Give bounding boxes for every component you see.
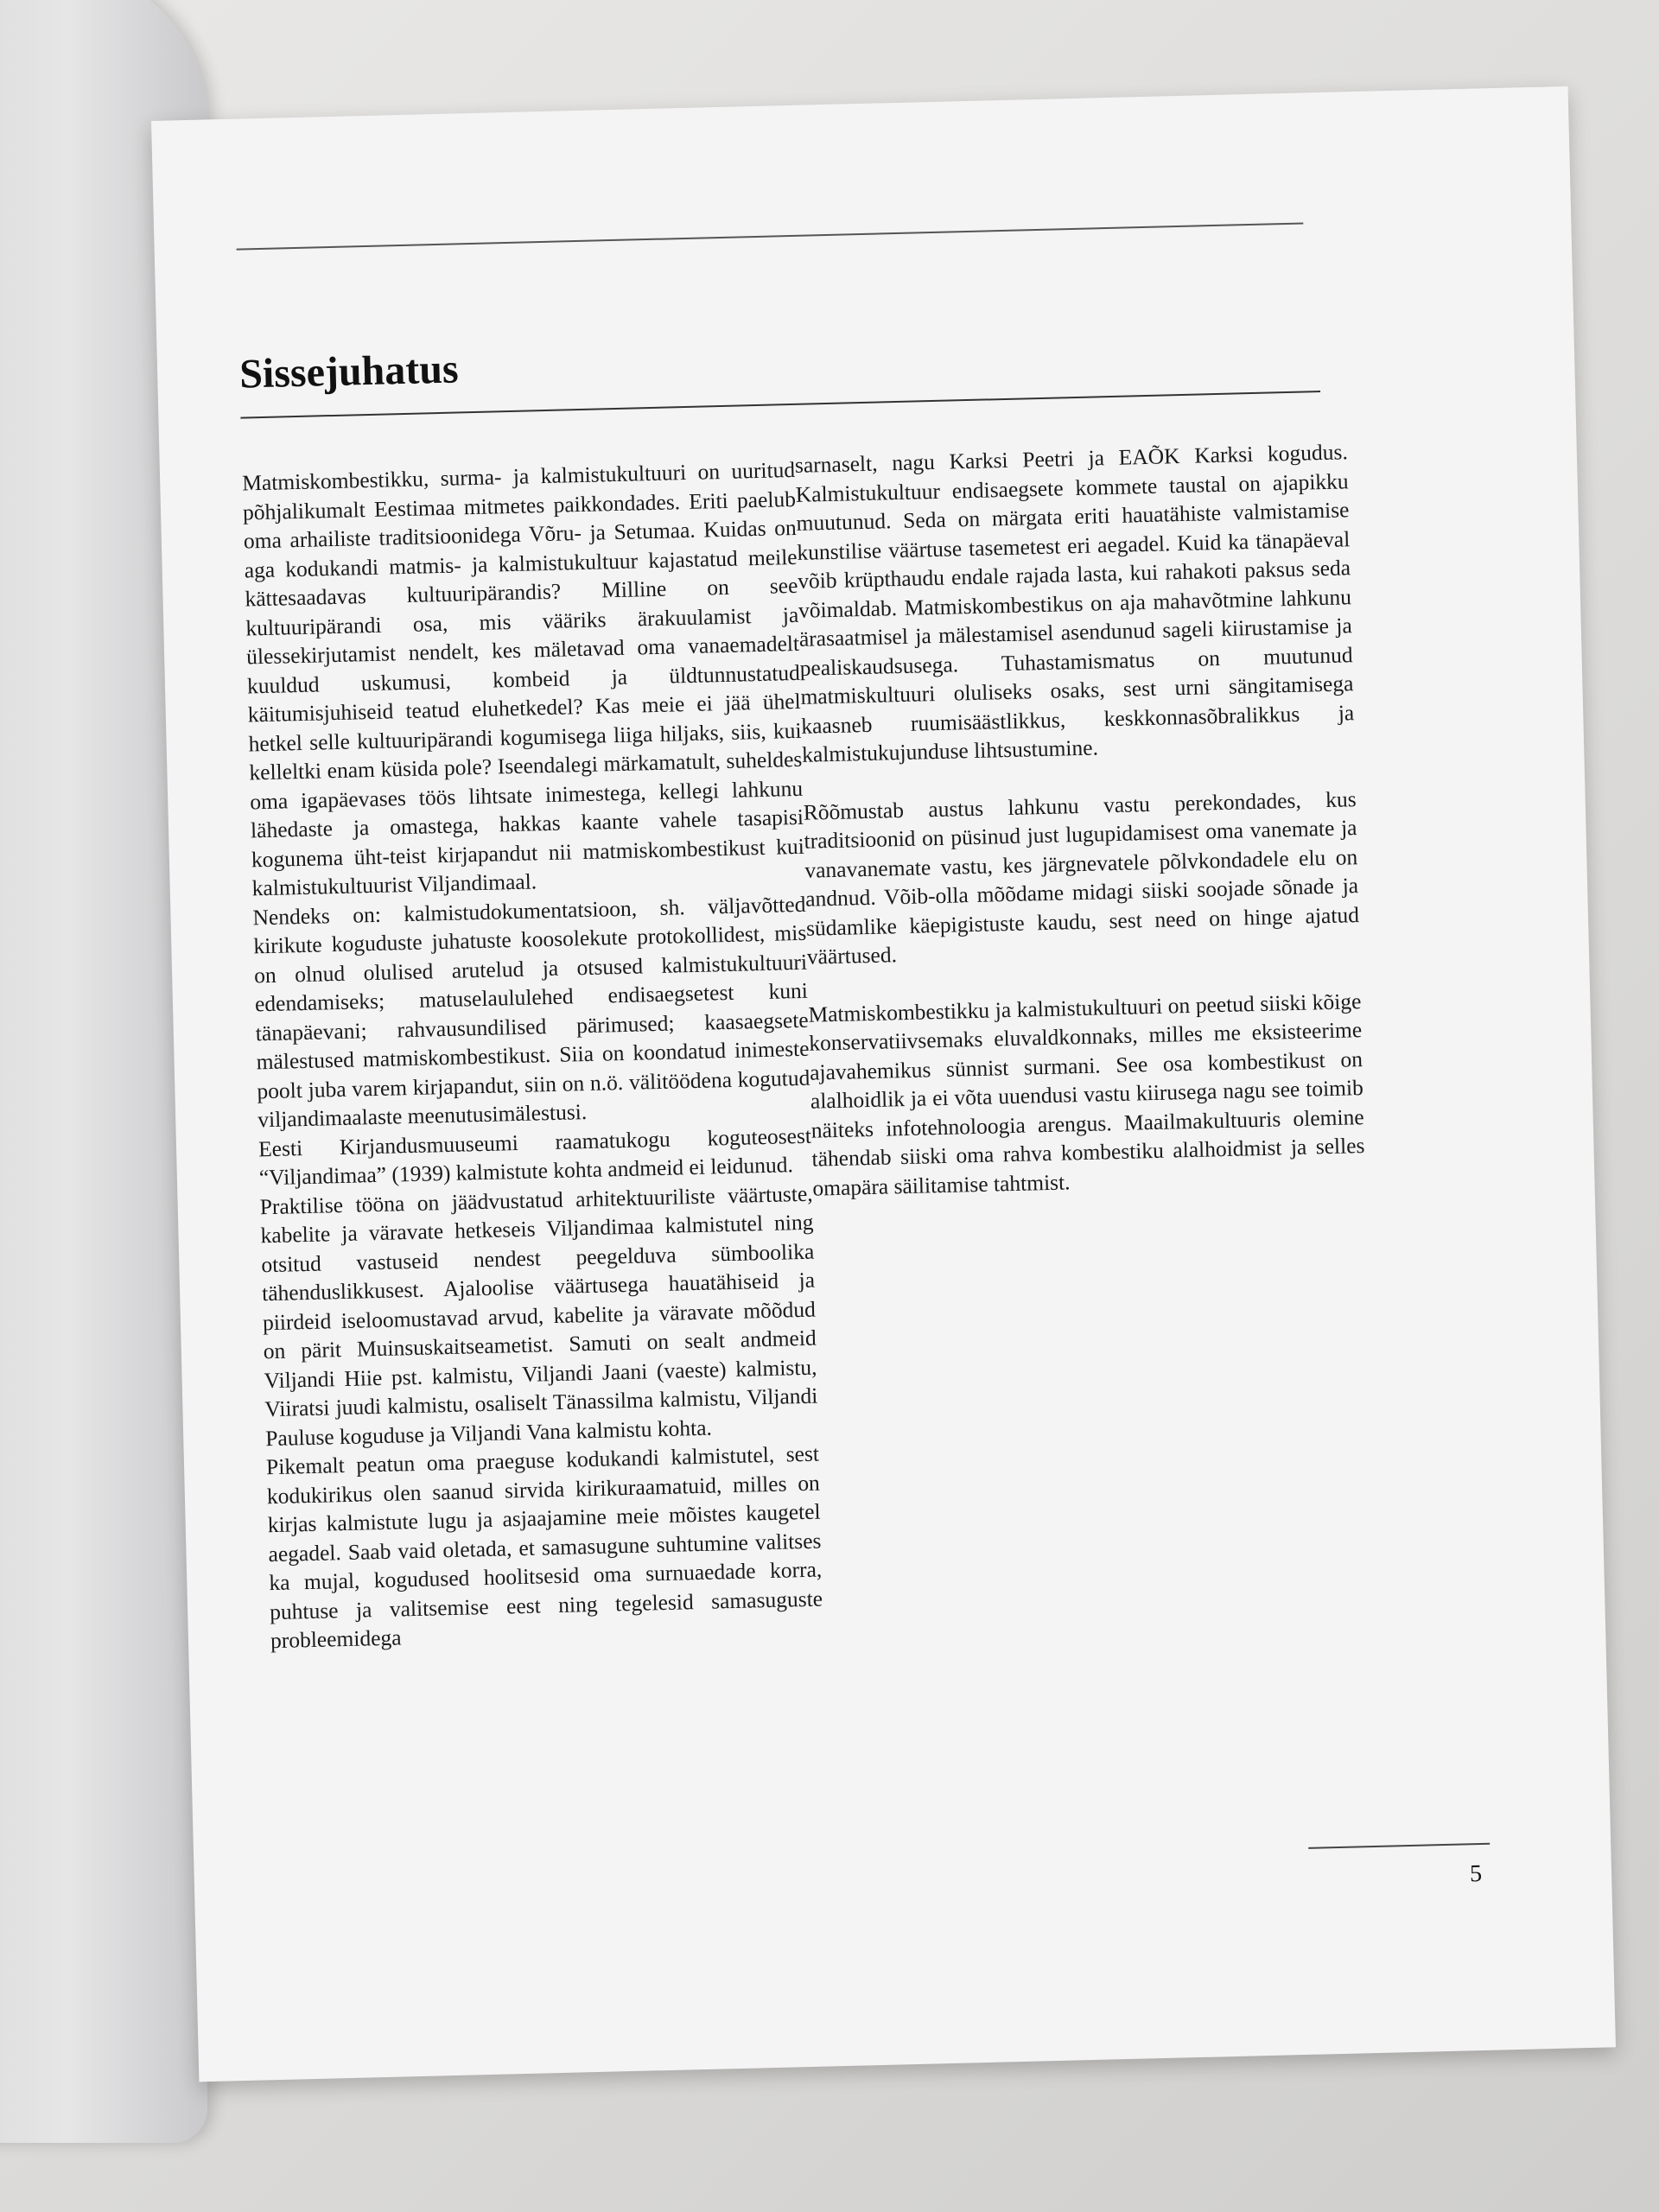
paragraph: Pikemalt peatun oma praeguse kodukandi kalmistutel, sest kodukirikus olen saanud sirvida kirikuraamatuid, milles on kirjas kalmistute lugu ja asjaajamine meie mõistes kaugetel aegadel. Saab vaid oletada, et samasugune suhtumine valitses ka mujal, kogudused hoolitsesid oma surnuaedade korra, puhtuse ja valitsemise eest ning tegelesid samasuguste probleemidega [265,1440,823,1654]
paragraph: Matmiskombestikku, surma- ja kalmistukultuuri on uuritud põhjalikumalt Eestimaa mitmetes paikkondades. Eriti paelub oma arhailiste traditsioonidega Võru- ja Setumaa. Kuidas on aga kodukandi matmis- ja kalmistukultuur kajastatud meile kättesaadavas kultuuripärandis? Milline on see kultuuripärandi osa, mis vääriks ärakuulamist ja ülessekirjutamist nendelt, kes mäletavad oma vanaemadelt kuuldud uskumusi, kombeid ja üldtunnustatud käitumisjuhiseid teatud eluhetkedel? Kas meie ei jää ühel hetkel selle kultuuripärandi kogumisega liiga hiljaks, siis, kui kelleltki enam küsida pole? Iseendalegi märkamatult, suheldes oma igapäevases töös lihtsate inimestega, kellegi lahkunu lähedaste ja omastega, hakkas kaante vahele tasapisi kogunema üht-teist kirjapandut nii matmiskombestikust kui kalmistukultuurist Viljandimaal. [241,456,805,901]
page-title: Sissejuhatus [238,346,460,397]
title-underline [240,391,1320,419]
paragraph: Praktilise tööna on jäädvustatud arhitektuuriliste väärtuste, kabelite ja väravate hetkeseis Viljandimaa kalmistutel ning otsitud vastuseid nendest peegelduva sümboolika tähenduslikkusest. Ajaloolise väärtusega hauatähiseid ja piirdeid iseloomustavad arvud, kabelite ja väravate mõõdud on pärit Muinsuskaitseametist. Samuti on sealt andmeid Viljandi Hiie pst. kalmistu, Viljandi Jaani (vaeste) kalmistu, Viiratsi juudi kalmistu, osaliselt Tänassilma kalmistu, Viljandi Pauluse koguduse ja Viljandi Vana kalmistu kohta. [259,1180,818,1451]
paragraph: Matmiskombestikku ja kalmistukultuuri on peetud siiski kõige konservatiivsemaks eluvaldkonnaks, milles me eksisteerime ajavahemikus sünnist surmani. See osa kombestikust on alalhoidlik ja ei võta uuendusi vastu kiirusega nagu see toimib näiteks infotehnoloogia arengus. Maailmakultuuris olemine tähendab siiski oma rahva kombestiku alalhoidmist ja selles omapära säilitamise tahtmist. [808,988,1365,1201]
footer-rule [1308,1843,1490,1849]
paragraph: Rõõmustab austus lahkunu vastu perekondades, kus traditsioonid on püsinud just lugupidamisest oma vanemate ja vanavanemate vastu, kes järgnevatele põlvkondadele elu on andnud. Võib-olla mõõdame midagi siiski soojade sõnade ja südamlike käepigistuste kaudu, sest need on hinge ajatud väärtused. [803,785,1360,969]
book-page [151,86,1616,2082]
paragraph: sarnaselt, nagu Karksi Peetri ja EAÕK Karksi kogudus. Kalmistukultuur endisaegsete kommete taustal on ajapikku muutunud. Seda on märgata eriti hauatähiste valmistamise kunstilise väärtuse tasemetest eri aegadel. Kuid ka tänapäeval võib krüpthaudu endale rajada lasta, kui rahakoti paksus seda võimaldab. Matmiskombestikus on aja mahavõtmine lahkunu ärasaatmisel ja mälestamisel asendunud sageli kiirustamise ja pealiskaudsusega. Tuhastamismatus on muutunud matmiskultuuri oluliseks osaks, sest urni sängitamisega kaasneb ruumisäästlikkus, keskkonnasõbralikkus ja kalmistukujunduse lihtsustumine. [794,439,1355,767]
header-rule [237,222,1304,250]
paragraph: Eesti Kirjandusmuuseumi raamatukogu koguteosest “Viljandimaa” (1939) kalmistute kohta andmeid ei leidunud. [257,1122,812,1191]
text-column-left [242,455,823,1656]
page-number: 5 [1469,1859,1483,1888]
paragraph: Nendeks on: kalmistudokumentatsioon, sh. väljavõtted kirikute koguduste juhatuste koosolekute protokollidest, mis on olnud olulised arutelud ja otsused kalmistukultuuri edendamiseks; matuselaululehed endisaegsetest kuni tänapäevani; rahvausundilised pärimused; kaasaegsete mälestused matmiskombestikust. Siia on koondatud inimeste poolt juba varem kirjapandut, siin on n.ö. välitöödena kogutud viljandimaalaste meenutusimälestusi. [252,891,810,1133]
text-column-right [795,437,1366,1202]
